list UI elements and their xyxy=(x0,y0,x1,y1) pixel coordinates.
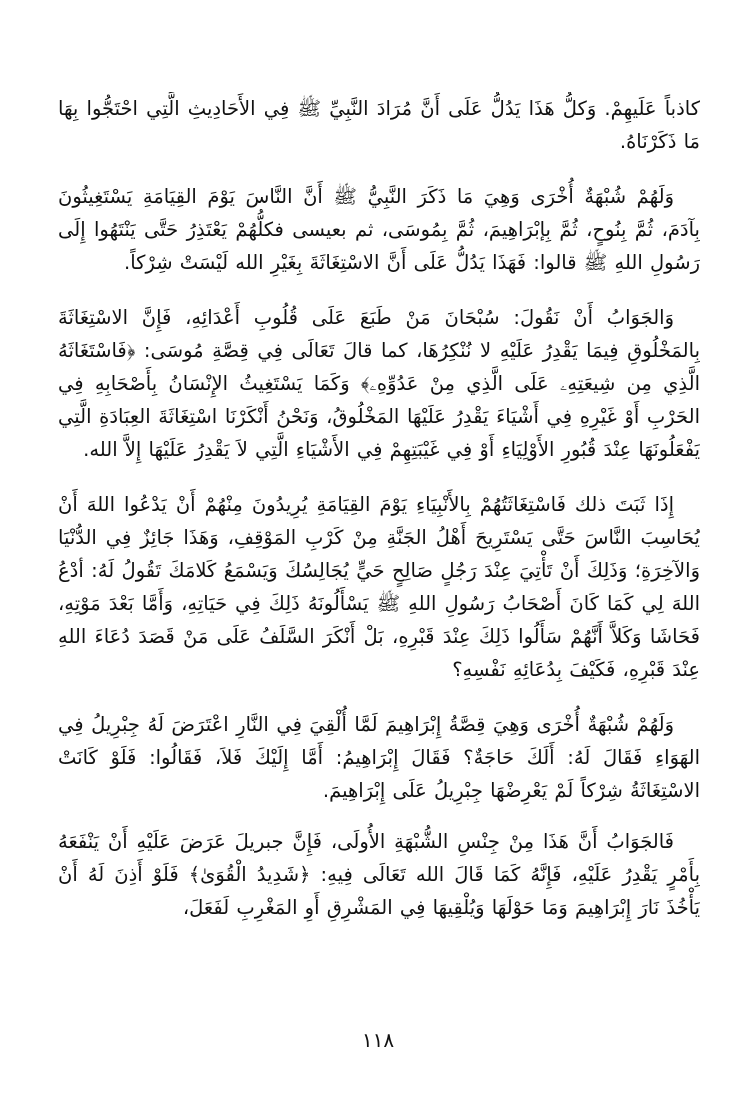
paragraph-3: وَالجَوَابُ أَنْ نَقُولَ: سُبْحَانَ مَنْ طَبَعَ عَلَى قُلُوبِ أَعْدَائِهِ، فَإِنَّ الاسْتِغَاثَةَ بِالمَخْلُوقِ فِيمَا يَقْدِرُ عَلَيْهِ لا نُنْكِرُهَا، كما قالَ تَعَالَى فِي قِصَّةِ مُوسَى: ﴿فَاسْتَغَاثَهُ الَّذِي مِن شِيعَتِهِۦ عَلَى الَّذِي مِنْ عَدُوِّهِۦ﴾ وَكَمَا يَسْتَغِيثُ الإِنْسَانُ بِأَصْحَابِهِ فِي الحَرْبِ أَوْ غَيْرِهِ فِي أَشْيَاءَ يَقْدِرُ عَلَيْهَا المَخْلُوقُ، وَنَحْنُ أَنْكَرْنَا اسْتِغَاثَةَ العِبَادَةِ الَّتِي يَفْعَلُونَهَا عِنْدَ قُبُورِ الأَوْلِيَاءِ أَوْ فِي غَيْبَتِهِمْ فِي الأَشْيَاءِ الَّتِي لاَ يَقْدِرُ عَلَيْهَا إِلاَّ الله. xyxy=(58,306,700,461)
paragraph-2: وَلَهُمْ شُبْهَةٌ أُخْرَى وَهِيَ مَا ذَكَرَ النَّبِيُّ ﷺ أَنَّ النَّاسَ يَوْمَ القِيَامَةِ يَسْتَغِيثُونَ بِآدَمَ، ثُمَّ بِنُوحٍ، ثُمَّ بِإبْرَاهِيمَ، ثُمَّ بِمُوسَى، ثم بعيسى فكلُّهُمْ يَعْتَذِرُ حَتَّى يَنْتَهُوا إِلَى رَسُولِ اللهِ ﷺ قالوا: فَهَذَا يَدُلُّ عَلَى أَنَّ الاسْتِغَاثَةَ بِغَيْرِ الله لَيْسَتْ شِرْكاً. xyxy=(58,185,700,274)
paragraph-4: إِذَا ثَبَتَ ذلك فَاسْتِغَاثَتُهُمْ بِالأَنْبِيَاءِ يَوْمَ القِيَامَةِ يُرِيدُونَ مِنْهُمْ أَنْ يَدْعُوا اللهَ أَنْ يُحَاسِبَ النَّاسَ حَتَّى يَسْتَرِيحَ أَهْلُ الجَنَّةِ مِنْ كَرْبِ المَوْقِفِ، وَهَذَا جَائِزٌ فِي الدُّنْيَا وَالآخِرَةِ؛ وَذَلِكَ أَنْ تَأْتِيَ عِنْدَ رَجُلٍ صَالِحٍ حَيٍّ يُجَالِسُكَ وَيَسْمَعُ كَلامَكَ تَقُولُ لَهُ: أدْعُ اللهَ لِي كَمَا كَانَ أَصْحَابُ رَسُولِ اللهِ ﷺ يَسْأَلُونَهُ ذَلِكَ فِي حَيَاتِهِ، وَأَمَّا بَعْدَ مَوْتِهِ، فَحَاشَا وَكَلاَّ أَنَّهُمْ سَأَلُوا ذَلِكَ عِنْدَ قَبْرِهِ، بَلْ أَنْكَرَ السَّلَفُ عَلَى مَنْ قَصَدَ دُعَاءَ اللهِ عِنْدَ قَبْرِهِ، فَكَيْفَ بِدُعَائِهِ نَفْسِهِ؟ xyxy=(58,493,700,681)
paragraph-6: فَالجَوَابُ أَنَّ هَذَا مِنْ جِنْسِ الشُّبْهَةِ الأُولَى، فَإِنَّ جبريلَ عَرَضَ عَلَيْهِ أَنْ يَنْفَعَهُ بِأَمْرٍ يَقْدِرُ عَلَيْهِ، فَإِنَّهُ كَمَا قَالَ الله تَعَالَى فِيهِ: ﴿شَدِيدُ الْقُوَىٰ﴾ فَلَوْ أَذِنَ لَهُ أَنْ يَأْخُذَ نَارَ إِبْرَاهِيمَ وَمَا حَوْلَهَا وَيُلْقِيهَا فِي المَشْرِقِ أَوِ المَغْرِبِ لَفَعَلَ، xyxy=(58,830,700,919)
page-body xyxy=(58,92,700,1032)
paragraph-1: كاذباً عَلَيهِمْ. وَكلُّ هَذَا يَدُلُّ عَلَى أَنَّ مُرَادَ النَّبِيِّ ﷺ فِي الأَحَادِيثِ الَّتِي احْتَجُّوا بِهَا مَا ذَكَرْنَاهُ. xyxy=(58,97,700,153)
paragraph-5: وَلَهُمْ شُبْهَةٌ أُخْرَى وَهِيَ قِصَّةُ إِبْرَاهِيمَ لَمَّا أُلْقِيَ فِي النَّارِ اعْتَرَضَ لَهُ جِبْرِيلُ فِي الهَوَاءِ فَقَالَ لَهُ: أَلَكَ حَاجَةٌ؟ فَقَالَ إِبْرَاهِيمُ: أَمَّا إِلَيْكَ فَلاَ، فَقَالُوا: فَلَوْ كَانَتْ الاسْتِغَاثَةُ شِرْكاً لَمْ يَعْرِضْهَا جِبْرِيلُ عَلَى إِبْرَاهِيمَ. xyxy=(58,713,700,802)
page-number: ١١٨ xyxy=(361,1028,395,1052)
